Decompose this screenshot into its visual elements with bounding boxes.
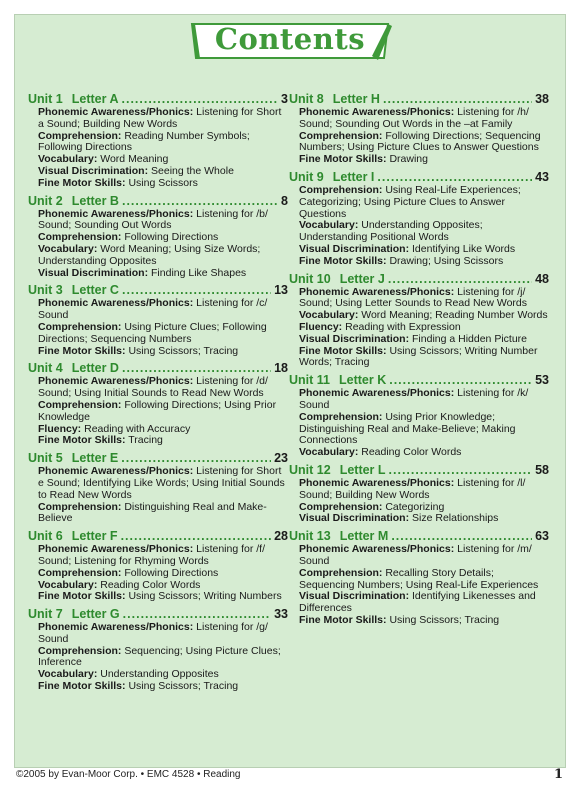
skill-label: Phonemic Awareness/Phonics: [38, 207, 194, 220]
skill-text: Finding Like Shapes [151, 266, 247, 279]
unit-letter: Letter H [332, 92, 380, 106]
unit-letter: Letter M [339, 529, 389, 544]
unit-heading [289, 529, 549, 544]
skill-label: Comprehension: [299, 129, 383, 142]
skill-text: Word Meaning; Using Size Words; Understanding Opposites [38, 242, 261, 267]
dot-leader [389, 373, 532, 388]
skill-entry [299, 185, 549, 220]
skill-entry [299, 256, 549, 268]
page-number: 1 [553, 767, 563, 782]
unit-page-number: 58 [535, 462, 549, 477]
dot-leader [391, 529, 532, 544]
unit-block [28, 194, 288, 280]
skill-label: Fine Motor Skills: [299, 344, 387, 357]
skill-text: Size Relationships [412, 512, 499, 525]
unit-number: Unit 12 [289, 462, 331, 477]
dot-leader [389, 463, 533, 478]
unit-number: Unit 4 [28, 361, 63, 376]
skill-text: Listening for /d/ Sound; Using Initial Sounds to Read New Words [38, 375, 268, 400]
unit-page-number: 53 [535, 373, 549, 388]
skill-label: Comprehension: [299, 500, 383, 513]
unit-letter: Letter G [71, 607, 120, 622]
unit-block [28, 529, 288, 603]
skill-label: Visual Discrimination: [38, 164, 149, 177]
skill-text: Using Scissors; Writing Number Words; Tracing [299, 344, 538, 369]
skill-text: Following Directions; Using Prior Knowledge [38, 398, 277, 423]
unit-letter: Letter L [339, 462, 386, 477]
skill-label: Comprehension: [299, 183, 383, 196]
unit-letter: Letter A [71, 92, 119, 106]
skill-label: Comprehension: [38, 231, 122, 244]
unit-block [28, 361, 288, 447]
skill-text: Reading Color Words [100, 578, 201, 591]
skill-text: Seeing the Whole [151, 164, 234, 177]
dot-leader [123, 607, 271, 622]
skill-entry [299, 544, 549, 568]
skill-text: Word Meaning [100, 153, 169, 166]
skill-label: Visual Discrimination: [299, 512, 410, 525]
skill-text: Listening for Short a Sound; Building New Words [38, 106, 282, 130]
unit-block [289, 373, 549, 459]
skill-text: Listening for /f/ Sound; Listening for Rhyming Words [38, 543, 266, 567]
skill-label: Vocabulary: [299, 446, 359, 459]
unit-heading [28, 451, 288, 466]
unit-number: Unit 6 [28, 529, 63, 544]
skill-label: Phonemic Awareness/Phonics: [38, 106, 194, 118]
unit-page-number: 13 [274, 283, 288, 298]
skill-text: Using Scissors; Tracing [128, 680, 239, 693]
unit-number: Unit 1 [28, 92, 63, 106]
footer-credit: ©2005 by Evan-Moor Corp. • EMC 4528 • Reading [16, 769, 241, 780]
skill-entry [38, 591, 288, 603]
skill-text: Listening for /m/ Sound [299, 543, 532, 567]
unit-page-number: 18 [274, 361, 288, 376]
unit-page-number: 38 [535, 92, 549, 106]
unit-letter: Letter C [71, 283, 119, 298]
skill-entry [299, 591, 549, 615]
skill-label: Phonemic Awareness/Phonics: [38, 297, 194, 310]
skill-entry [38, 346, 288, 358]
unit-block [28, 283, 288, 357]
skill-text: Listening for /k/ Sound [299, 387, 529, 411]
skill-label: Vocabulary: [299, 219, 359, 232]
skill-label: Phonemic Awareness/Phonics: [299, 387, 455, 400]
skill-entry [38, 244, 288, 268]
skill-label: Vocabulary: [38, 153, 98, 166]
unit-block [28, 451, 288, 525]
unit-number: Unit 13 [289, 529, 331, 544]
skill-entry [38, 466, 288, 501]
skill-entry [38, 107, 288, 131]
skill-label: Phonemic Awareness/Phonics: [38, 375, 194, 388]
unit-number: Unit 9 [289, 169, 324, 184]
unit-block [289, 272, 549, 370]
skill-text: Using Real-Life Experiences; Categorizing; Using Picture Clues to Answer Questions [299, 183, 521, 220]
skill-text: Identifying Likenesses and Differences [299, 590, 536, 615]
unit-page-number: 3 [281, 92, 288, 106]
unit-heading [28, 283, 288, 298]
contents-column-left [28, 92, 288, 697]
unit-heading [28, 529, 288, 544]
skill-entry [299, 447, 549, 459]
unit-number: Unit 2 [28, 193, 63, 208]
skill-entry [38, 435, 288, 447]
unit-page-number: 63 [535, 529, 549, 544]
skill-text: Word Meaning; Reading Number Words [361, 309, 548, 322]
unit-heading [289, 272, 549, 287]
contents-banner [188, 20, 392, 62]
skill-entry [299, 131, 549, 155]
unit-block [289, 529, 549, 627]
skill-label: Fluency: [299, 320, 343, 333]
skill-label: Visual Discrimination: [299, 590, 410, 603]
unit-letter: Letter F [71, 529, 118, 544]
skill-text: Drawing [389, 153, 428, 166]
skill-entry [38, 646, 288, 670]
skill-entry [38, 376, 288, 400]
skill-text: Tracing [128, 434, 163, 447]
unit-heading [28, 194, 288, 209]
skill-text: Using Prior Knowledge; Distinguishing Real and Make-Believe; Making Connections [299, 410, 516, 447]
skill-text: Using Picture Clues; Following Directions; Sequencing Numbers [38, 320, 267, 345]
dot-leader [122, 194, 278, 209]
unit-page-number: 8 [281, 193, 288, 208]
skill-label: Comprehension: [299, 566, 383, 579]
skill-label: Phonemic Awareness/Phonics: [299, 106, 455, 118]
unit-heading [28, 607, 288, 622]
skill-text: Following Directions [124, 566, 219, 579]
skill-text: Listening for /g/ Sound [38, 621, 268, 645]
skill-label: Phonemic Awareness/Phonics: [299, 543, 455, 556]
skill-text: Recalling Story Details; Sequencing Numbers; Using Real-Life Experiences [299, 566, 539, 591]
skill-entry [299, 287, 549, 311]
skill-entry [299, 615, 549, 627]
skill-label: Comprehension: [38, 129, 122, 142]
unit-page-number: 28 [274, 529, 288, 544]
skill-label: Phonemic Awareness/Phonics: [299, 285, 455, 298]
unit-page-number: 48 [535, 271, 549, 286]
unit-page-number: 33 [274, 607, 288, 622]
unit-page-number: 43 [535, 169, 549, 184]
skill-label: Visual Discrimination: [38, 266, 149, 279]
skill-text: Using Scissors [128, 176, 198, 189]
skill-label: Visual Discrimination: [299, 332, 410, 345]
skill-entry [38, 502, 288, 526]
skill-text: Reading with Expression [345, 320, 461, 333]
skill-text: Reading Color Words [361, 446, 462, 459]
unit-number: Unit 11 [289, 373, 330, 388]
skill-label: Phonemic Awareness/Phonics: [38, 543, 194, 556]
dot-leader [122, 92, 279, 107]
dot-leader [388, 272, 532, 287]
skill-entry [299, 412, 549, 447]
skill-entry [38, 544, 288, 568]
skill-entry [299, 388, 549, 412]
skill-label: Fine Motor Skills: [299, 153, 387, 166]
unit-number: Unit 7 [28, 607, 63, 622]
dot-leader [121, 451, 271, 466]
skill-label: Fine Motor Skills: [38, 434, 126, 447]
unit-block [289, 463, 549, 525]
skill-entry [38, 400, 288, 424]
skill-label: Fine Motor Skills: [299, 254, 387, 267]
skill-text: Listening for Short e Sound; Identifying Like Words; Using Initial Sounds to Read New Words [38, 465, 285, 501]
skill-label: Comprehension: [38, 320, 122, 333]
page-title: Contents [214, 22, 366, 56]
dot-leader [121, 529, 272, 544]
skill-text: Listening for /j/ Sound; Using Letter Sounds to Read New Words [299, 285, 528, 310]
skill-entry [38, 209, 288, 233]
skill-text: Drawing; Using Scissors [389, 254, 504, 267]
unit-heading [28, 361, 288, 376]
unit-heading [289, 463, 549, 478]
unit-block [289, 170, 549, 268]
unit-number: Unit 10 [289, 271, 331, 286]
skill-entry [38, 298, 288, 322]
unit-letter: Letter I [332, 169, 375, 184]
contents-column-right [289, 92, 549, 631]
unit-block [289, 92, 549, 166]
skill-text: Listening for /l/ Sound; Building New Words [299, 476, 526, 501]
unit-heading [28, 92, 288, 107]
unit-number: Unit 8 [289, 92, 324, 106]
skill-text: Using Scissors; Writing Numbers [128, 590, 282, 603]
skill-entry [299, 568, 549, 592]
skill-label: Comprehension: [38, 398, 122, 411]
skill-entry [299, 107, 549, 131]
unit-letter: Letter J [339, 271, 385, 286]
dot-leader [377, 170, 532, 185]
skill-text: Using Scissors; Tracing [128, 344, 239, 357]
skill-text: Reading Number Symbols; Following Directions [38, 129, 250, 154]
skill-entry [38, 681, 288, 693]
unit-block [28, 92, 288, 190]
skill-text: Identifying Like Words [412, 242, 516, 255]
skill-label: Comprehension: [38, 500, 122, 513]
unit-heading [289, 92, 549, 107]
unit-block [28, 607, 288, 693]
unit-letter: Letter D [71, 361, 119, 376]
skill-entry [38, 178, 288, 190]
skill-text: Distinguishing Real and Make-Believe [38, 500, 267, 525]
skill-entry [299, 346, 549, 370]
unit-heading [289, 373, 549, 388]
unit-page-number: 23 [274, 451, 288, 466]
skill-label: Comprehension: [38, 566, 122, 579]
skill-label: Fine Motor Skills: [38, 680, 126, 693]
skill-label: Comprehension: [299, 410, 383, 423]
skill-label: Phonemic Awareness/Phonics: [299, 476, 455, 489]
skill-text: Listening for /b/ Sound; Sounding Out Words [38, 207, 268, 232]
skill-label: Fine Motor Skills: [299, 613, 387, 626]
unit-letter: Letter E [71, 451, 119, 466]
skill-entry [38, 622, 288, 646]
unit-number: Unit 5 [28, 451, 63, 466]
skill-entry [38, 131, 288, 155]
skill-text: Sequencing; Using Picture Clues; Inference [38, 644, 281, 669]
skill-label: Fine Motor Skills: [38, 344, 126, 357]
unit-letter: Letter B [71, 193, 119, 208]
skill-text: Reading with Accuracy [84, 422, 191, 435]
skill-label: Fine Motor Skills: [38, 176, 126, 189]
skill-label: Vocabulary: [38, 578, 98, 591]
skill-label: Vocabulary: [38, 668, 98, 681]
skill-label: Fluency: [38, 422, 82, 435]
unit-letter: Letter K [339, 373, 387, 388]
skill-label: Vocabulary: [299, 309, 359, 322]
skill-text: Categorizing [385, 500, 445, 513]
skill-entry [38, 322, 288, 346]
unit-heading [289, 170, 549, 185]
skill-text: Understanding Opposites [100, 668, 219, 681]
skill-text: Listening for /h/ Sound; Sounding Out Words in the –at Family [299, 106, 529, 130]
skill-text: Following Directions [124, 231, 219, 244]
dot-leader [122, 283, 271, 298]
skill-label: Phonemic Awareness/Phonics: [38, 465, 194, 478]
unit-number: Unit 3 [28, 283, 63, 298]
skill-text: Listening for /c/ Sound [38, 297, 268, 322]
dot-leader [383, 92, 532, 107]
skill-entry [38, 268, 288, 280]
skill-entry [299, 513, 549, 525]
skill-text: Finding a Hidden Picture [412, 332, 527, 345]
skill-text: Understanding Opposites; Understanding Positional Words [299, 219, 483, 244]
skill-text: Using Scissors; Tracing [389, 613, 500, 626]
skill-label: Phonemic Awareness/Phonics: [38, 621, 194, 634]
skill-entry [299, 220, 549, 244]
skill-text: Following Directions; Sequencing Numbers; Using Picture Clues to Answer Questions [299, 129, 541, 154]
skill-label: Fine Motor Skills: [38, 590, 126, 603]
skill-label: Visual Discrimination: [299, 242, 410, 255]
skill-label: Vocabulary: [38, 242, 98, 255]
dot-leader [122, 361, 271, 376]
skill-label: Comprehension: [38, 644, 122, 657]
skill-entry [299, 478, 549, 502]
skill-entry [299, 154, 549, 166]
